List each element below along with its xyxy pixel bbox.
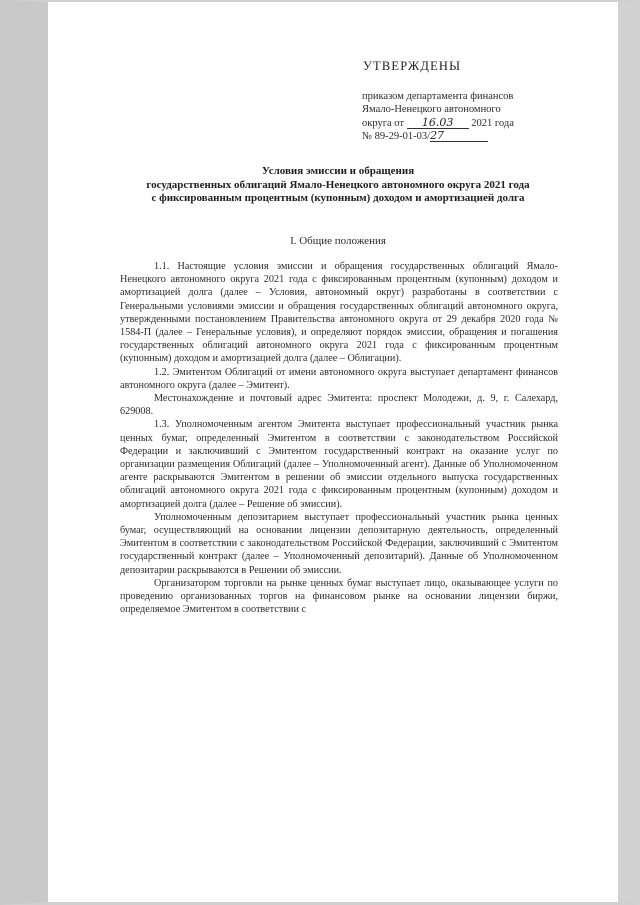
document-body bbox=[120, 260, 558, 616]
approval-line-4 bbox=[362, 130, 562, 143]
paragraph: Местонахождение и почтовый адрес Эмитента: проспект Молодежи, д. 9, г. Салехард, 629008. bbox=[120, 393, 558, 418]
approval-number-prefix: № 89-29-01-03/ bbox=[362, 131, 431, 143]
approval-date-handwritten: 16.03 bbox=[407, 117, 469, 129]
paragraph: Организатором торговли на рынке ценных бумаг выступает лицо, оказывающее услуги по проведению организованных торгов на финансовом рынке на основании лицензии биржи, определяемое Эмитентом в соответствии с bbox=[120, 577, 558, 616]
approval-date-prefix: округа от bbox=[362, 117, 405, 129]
document-title-line-3: с фиксированным процентным (купонным) доходом и амортизацией долга bbox=[151, 192, 525, 204]
approval-line-1: приказом департамента финансов bbox=[362, 91, 514, 102]
document-title-line-1: Условия эмиссии и обращения bbox=[261, 165, 415, 177]
approval-line-2: Ямало-Ненецкого автономного bbox=[362, 104, 501, 116]
document-title-line-2: государственных облигаций Ямало-Ненецкого автономного округа 2021 года bbox=[146, 178, 530, 191]
approval-line-3 bbox=[362, 117, 562, 130]
paragraph: Уполномоченным депозитарием выступает профессиональный участник рынка ценных бумаг, осуществляющий на основании лицензии депозитарную деятельность, определенный Эмитентом в соответствии с законодательством Российской Федерации, заключивший с Эмитентом государственный контракт (далее – Уполномоченный депозитарий). Данные об Уполномоченном депозитарии раскрываются в Решении об эмиссии. bbox=[120, 511, 558, 576]
document-page bbox=[48, 2, 618, 902]
approval-number-handwritten: 27 bbox=[430, 130, 488, 142]
section-heading: I. Общие положения bbox=[290, 235, 386, 247]
paragraph: 1.1. Настоящие условия эмиссии и обращения государственных облигаций Ямало-Ненецкого автономного округа 2021 года с фиксированным процентным (купонным) доходом и амортизацией долга (далее – Условия, автономный округ) разработаны в соответствии с Генеральными условиями эмиссии и обращения государственных облигаций автономного округа, утвержденными постановлением Правительства автономного округа от 29 декабря 2020 года № 1584-П (далее – Генеральные условия), и определяют порядок эмиссии, обращения и погашения государственных облигаций автономного округа 2021 года с фиксированным процентным (купонным) доходом и амортизацией долга (далее – Облигации). bbox=[120, 261, 558, 365]
paragraph: 1.3. Уполномоченным агентом Эмитента выступает профессиональный участник рынка ценных бумаг, определенный Эмитентом в соответствии с законодательством Российской Федерации и заключивший с Эмитентом государственный контракт на оказание услуг по организации размещения Облигаций (далее – Уполномоченный агент). Данные об Уполномоченном агенте раскрываются Эмитентом в решении об эмиссии отдельного выпуска государственных облигаций автономного округа 2021 года с фиксированным процентным (купонным) доходом и амортизацией долга (далее – Решение об эмиссии). bbox=[120, 419, 558, 510]
approval-block bbox=[362, 90, 562, 144]
approval-title: УТВЕРЖДЕНЫ bbox=[363, 59, 462, 73]
paragraph: 1.2. Эмитентом Облигаций от имени автономного округа выступает департамент финансов автономного округа (далее – Эмитент). bbox=[120, 366, 558, 391]
approval-date-suffix: 2021 года bbox=[471, 117, 514, 129]
document-title bbox=[108, 165, 568, 206]
